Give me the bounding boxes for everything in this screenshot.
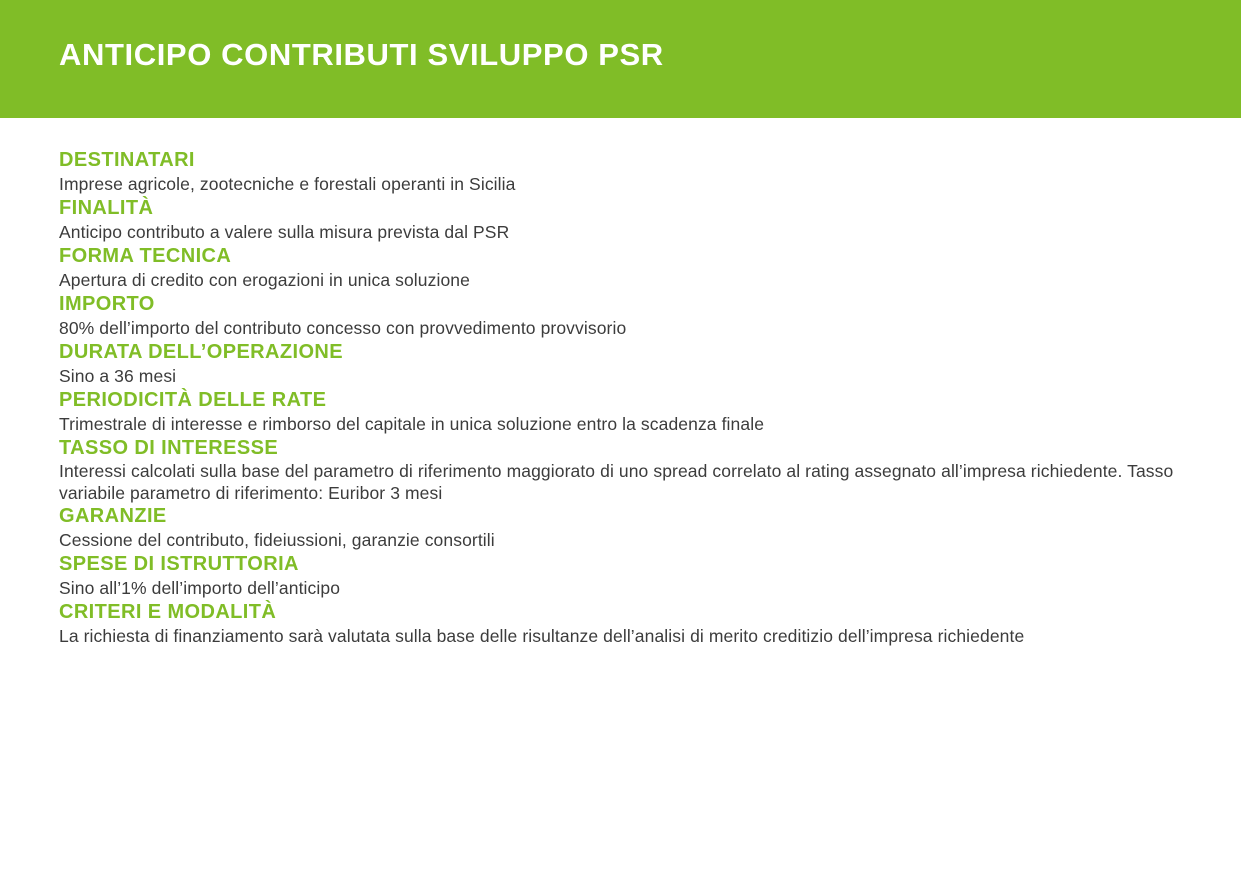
section-text-durata: Sino a 36 mesi (59, 366, 177, 386)
section-heading-garanzie: GARANZIE (59, 505, 167, 527)
section-heading-forma-tecnica: FORMA TECNICA (59, 245, 232, 267)
section-text-periodicita: Trimestrale di interesse e rimborso del capitale in unica soluzione entro la scadenza finale (59, 414, 765, 434)
header-banner (0, 0, 1241, 118)
section-text-tasso: Interessi calcolati sulla base del parametro di riferimento maggiorato di uno spread correlato al rating assegnato all’impresa richiedente. Tasso variabile parametro di riferimento: Euribor 3 mesi (59, 461, 1174, 503)
section-heading-destinatari: DESTINATARI (59, 149, 195, 171)
page-title: ANTICIPO CONTRIBUTI SVILUPPO PSR (59, 37, 664, 72)
section-heading-tasso: TASSO DI INTERESSE (59, 437, 279, 459)
section-text-criteri: La richiesta di finanziamento sarà valutata sulla base delle risultanze dell’analisi di merito creditizio dell’impresa richiedente (59, 626, 1025, 646)
section-text-spese: Sino all’1% dell’importo dell’anticipo (59, 578, 341, 598)
section-heading-spese: SPESE DI ISTRUTTORIA (59, 553, 299, 575)
section-heading-criteri: CRITERI E MODALITÀ (59, 601, 277, 623)
content-sections (59, 148, 1194, 648)
section-text-finalita: Anticipo contributo a valere sulla misura prevista dal PSR (59, 222, 510, 242)
section-text-forma-tecnica: Apertura di credito con erogazioni in unica soluzione (59, 270, 470, 290)
section-heading-periodicita: PERIODICITÀ DELLE RATE (59, 389, 327, 411)
section-text-garanzie: Cessione del contributo, fideiussioni, garanzie consortili (59, 530, 495, 550)
section-heading-durata: DURATA DELL’OPERAZIONE (59, 341, 343, 363)
section-text-importo: 80% dell’importo del contributo concesso con provvedimento provvisorio (59, 318, 627, 338)
section-heading-finalita: FINALITÀ (59, 197, 154, 219)
section-heading-importo: IMPORTO (59, 293, 155, 315)
section-text-destinatari: Imprese agricole, zootecniche e forestali operanti in Sicilia (59, 174, 516, 194)
